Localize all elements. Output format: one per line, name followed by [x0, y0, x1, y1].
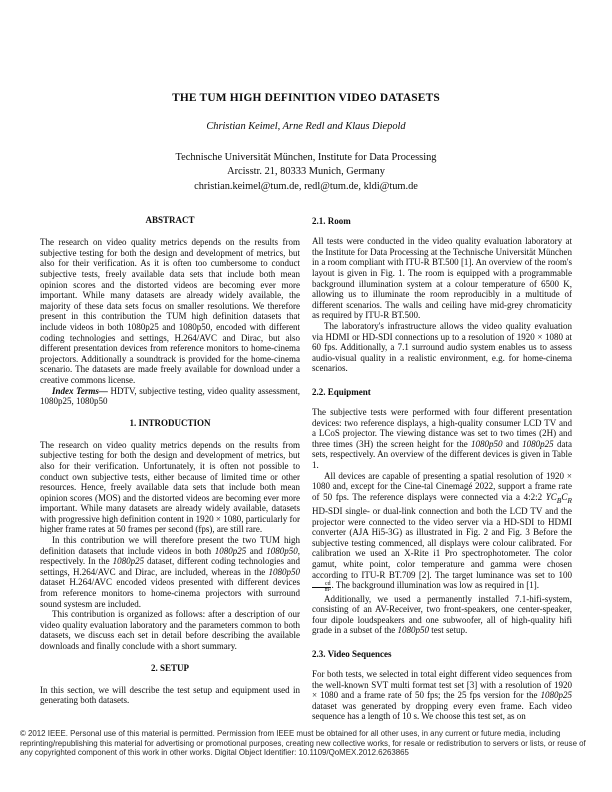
abstract-paragraph: The research on video quality metrics depends on the results from subjective testing for both the design and development of metrics, but also for their verification. As it is often too cumbersome to conduct subjective tests, freely available data sets that include both mean opinion scores and the distorted videos are becoming ever more important. While many datasets are already widely available, the majority of these data sets focus on smaller resolutions. We therefore present in this contribution the TUM high definition datasets that include videos in both 1080p25 and 1080p50, encoded with different coding technologies and settings, H.264/AVC and Dirac, but also different presentation devices from reference monitors to home-cinema projectors. Additionally a soundtrack is provided for the home-cinema scenario. The datasets are made freely available for download under a creative commons license. [40, 237, 300, 385]
two-column-body [40, 215, 572, 722]
equipment-paragraph-1: The subjective tests were performed with four different presentation devices: two reference displays, a high-quality consumer LCD TV and a LCoS projector. The viewing distance was set to two times (2H) and three times (3H) the screen height for the 1080p50 and 1080p25 data sets, respectively. An overview of the different devices is given in Table 1. [312, 406, 572, 470]
setup-heading: 2. SETUP [150, 662, 189, 673]
introduction-heading: 1. INTRODUCTION [129, 417, 211, 428]
video-sequences-heading: 2.3. Video Sequences [312, 649, 392, 660]
introduction-paragraph-3: This contribution is organized as follows: after a description of our video quality evaluation laboratory and the parameters common to both datasets, we discuss each set in detail before describing the available downloads and finally conclude with a short summary. [40, 609, 300, 651]
index-terms-label: Index Terms— [52, 385, 108, 396]
index-terms-paragraph [40, 386, 300, 407]
abstract-heading: ABSTRACT [145, 215, 195, 226]
affiliation-institute: Technische Universität München, Institute for Data Processing [175, 152, 437, 163]
affiliation-block [0, 151, 612, 194]
setup-paragraph-1: In this section, we will describe the test setup and equipment used in generating both datasets. [40, 684, 300, 706]
room-paragraph-2: The laboratory's infrastructure allows the video quality evaluation via HDMI or HD-SDI connections up to a resolution of 1920 × 1080 at 60 fps. Additionally, a 7.1 surround audio system enables us to assess audio-visual quality in a realistic environment, e.g. for home-cinema scenarios. [312, 320, 572, 374]
affiliation-address: Arcisstr. 21, 80333 Munich, Germany [227, 166, 385, 178]
equipment-heading: 2.2. Equipment [312, 386, 371, 397]
room-paragraph-1: All tests were conducted in the video quality evaluation laboratory at the Institute for Data Processing at the Technische Universität München in a room compliant with ITU-R BT.500 [1]. An overview of the room's layout is given in Fig. 1. The room is equipped with a programmable background illumination system at a colour temperature of 6500 K, allowing us to illuminate the room reproducibly in a multitude of different scenarios. The walls and ceiling have mid-grey chromaticity as required by ITU-R BT.500. [312, 236, 572, 321]
room-heading: 2.1. Room [312, 216, 351, 227]
video-sequences-paragraph-1: For both tests, we selected in total eight different video sequences from the well-known SVT multi format test set [3] with a resolution of 1920 × 1080 and a frame rate of 50 fps; the 25 fps version for the 1080p25 dataset was generated by dropping every even frame. Each video sequence has a length of 10 s. We choose this test set, as on [312, 669, 572, 722]
authors-line: Christian Keimel, Arne Redl and Klaus Diepold [206, 121, 406, 132]
equipment-paragraph-3: Additionally, we used a permanently installed 7.1-hifi-system, consisting of an AV-Receiver, two front-speakers, one center-speaker, four dipole loudspeakers and one subwoofer, all of high-quality hifi grade in a subset of the 1080p50 test setup. [312, 593, 572, 636]
introduction-paragraph-2: In this contribution we will therefore present the two TUM high definition datasets that include videos in both 1080p25 and 1080p50, respectively. In the 1080p25 dataset, different coding technologies and settings, H.264/AVC and Dirac, are included, whereas in the 1080p50 dataset H.264/AVC encoded videos presented with different devices from reference monitors to home-cinema projectors with surround sound systesm are included. [40, 535, 300, 609]
right-column [312, 215, 572, 722]
equipment-paragraph-2: All devices are capable of presenting a spatial resolution of 1920 × 1080 and, except for the Cine-tal Cinemagé 2022, support a frame rate of 50 fps. The reference displays were connected via a 4:2:2 $YC_BC_R$ HD-SDI single- or dual-link connection and both the LCD TV and the projector were connected to the video server via a HD-SDI to HDMI converter (AJA Hi5-3G) as illustrated in Fig. 2 and Fig. 3 Before the subjective testing commenced, all displays were colour calibrated. For calibration we used an X-Rite i1 Pro spectrophotometer. The color gamut, white point, color temperature and gamma were chosen according to ITU-R BT.709 [2]. The target luminance was set to 100 $\frac{cd}{\text{m²}}$ . The background illumination was low as required in [1]. [312, 470, 572, 594]
page-title: THE TUM HIGH DEFINITION VIDEO DATASETS [172, 92, 440, 104]
paper-header [0, 0, 612, 194]
left-column [40, 215, 300, 722]
index-terms-list: HDTV, subjective testing, video quality assessment, 1080p25, 1080p50 [40, 385, 300, 407]
introduction-paragraph-1: The research on video quality metrics depends on the results from subjective testing for both the design and development of metrics, but also for their verification. Unfortunately, it is often not possible to conduct own subjective tests, either because of limited time or other resources. Hence, freely available data sets that include both mean opinion scores (MOS) and the distorted videos are becoming ever more important. While many datasets are already widely available, datasets with progressive high definition content in 1920 × 1080, particularly for higher frame rates at 50 frames per second (fps), are still rare. [40, 439, 300, 535]
copyright-notice: © 2012 IEEE. Personal use of this material is permitted. Permission from IEEE must be obtained for all other uses, in any current or future media, including reprinting/republishing this material for advertising or promotional purposes, creating new collective works, for resale or redistribution to servers or lists, or reuse of any copyrighted component of this work in other works. Digital Object Identifier: 10.1109/QoMEX.2012.6263865 [20, 729, 586, 758]
affiliation-emails: christian.keimel@tum.de, redl@tum.de, kldi@tum.de [194, 180, 418, 192]
